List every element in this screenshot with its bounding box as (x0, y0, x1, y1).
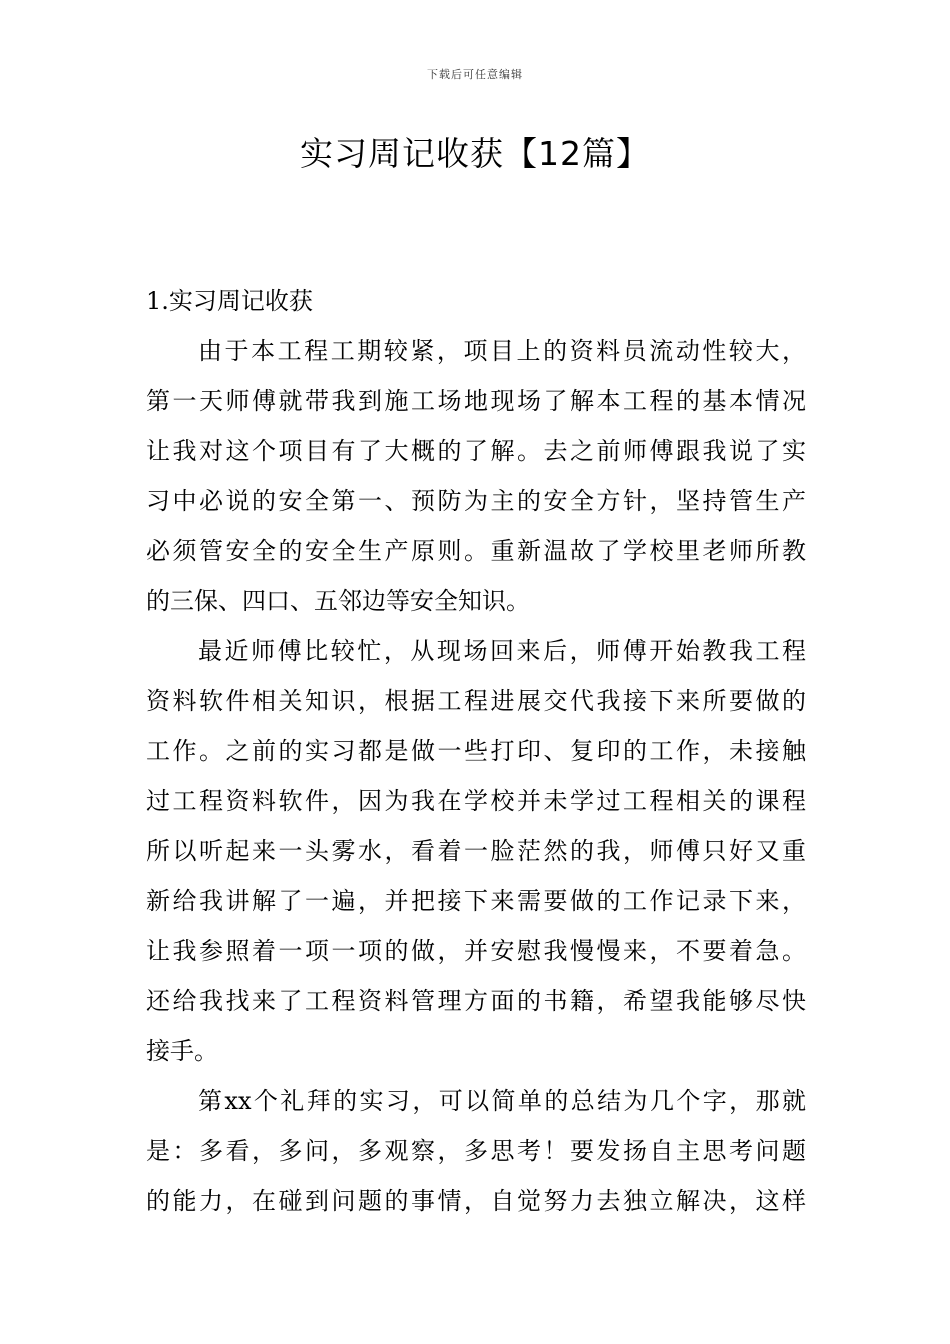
paragraph-2 (146, 626, 806, 1076)
paragraph-line: 接手。 (146, 1037, 218, 1065)
paragraph-1 (146, 326, 806, 626)
paragraph-line: 还给我找来了工程资料管理方面的书籍，希望我能够尽快 (146, 987, 806, 1015)
paragraph-line: 由于本工程工期较紧，项目上的资料员流动性较大， (198, 337, 806, 365)
header-note: 下载后可任意编辑 (427, 68, 523, 81)
paragraph-line: 让我参照着一项一项的做，并安慰我慢慢来，不要着急。 (146, 937, 806, 965)
paragraph-line: 过工程资料软件，因为我在学校并未学过工程相关的课程 (146, 787, 806, 815)
paragraph-3 (146, 1076, 806, 1226)
paragraph-line: 必须管安全的安全生产原则。重新温故了学校里老师所教 (146, 537, 806, 565)
paragraph-line: 资料软件相关知识，根据工程进展交代我接下来所要做的 (146, 687, 806, 715)
paragraph-line: 最近师傅比较忙，从现场回来后，师傅开始教我工程 (198, 637, 806, 665)
section-heading: 1.实习周记收获 (146, 287, 313, 315)
paragraph-line: 是：多看，多问，多观察，多思考！要发扬自主思考问题 (146, 1137, 806, 1165)
paragraph-line: 的三保、四口、五邻边等安全知识。 (146, 587, 530, 615)
document-title: 实习周记收获【12篇】 (300, 134, 650, 173)
paragraph-line: 第xx个礼拜的实习，可以简单的总结为几个字，那就 (198, 1087, 806, 1115)
document-body (146, 276, 806, 1226)
paragraph-line: 所以听起来一头雾水，看着一脸茫然的我，师傅只好又重 (146, 837, 806, 865)
paragraph-line: 的能力，在碰到问题的事情，自觉努力去独立解决，这样 (146, 1187, 806, 1215)
paragraph-line: 让我对这个项目有了大概的了解。去之前师傅跟我说了实 (146, 437, 806, 465)
paragraph-line: 习中必说的安全第一、预防为主的安全方针，坚持管生产 (146, 487, 806, 515)
paragraph-line: 工作。之前的实习都是做一些打印、复印的工作，未接触 (146, 737, 806, 765)
paragraph-line: 第一天师傅就带我到施工场地现场了解本工程的基本情况 (146, 387, 806, 415)
paragraph-line: 新给我讲解了一遍，并把接下来需要做的工作记录下来， (146, 887, 806, 915)
